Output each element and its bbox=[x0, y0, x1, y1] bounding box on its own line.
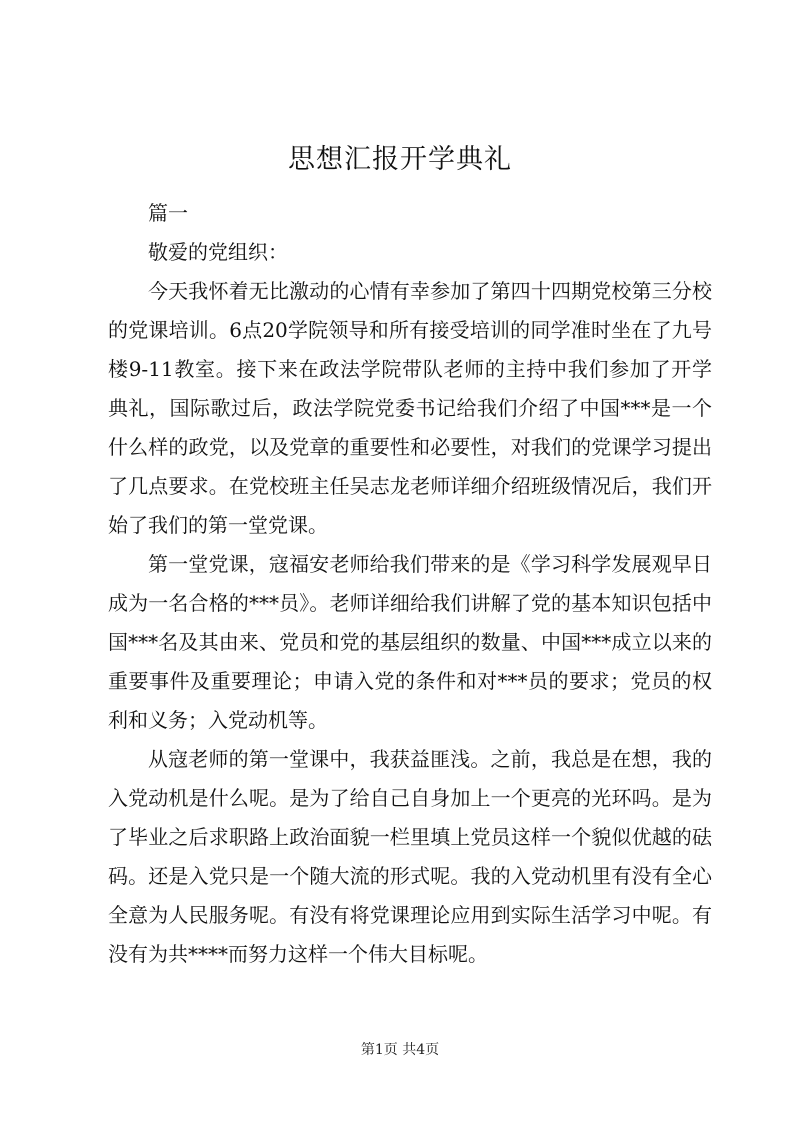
salutation: 敬爱的党组织： bbox=[148, 240, 288, 264]
section-label: 篇一 bbox=[148, 201, 188, 225]
paragraph: 第一堂党课，寇福安老师给我们带来的是《学习科学发展观早日成为一名合格的***员》。老师详细给我们讲解了党的基本知识包括中国***名及其由来、党员和党的基层组织的数量、中国***成立以来的重要事件及重要理论；申请入党的条件和对***员的要求；党员的权利和义务；入党动机等。 bbox=[108, 552, 712, 732]
page-number-footer: 第1页 共4页 bbox=[360, 1042, 440, 1058]
paragraph: 从寇老师的第一堂课中，我获益匪浅。之前，我总是在想，我的入党动机是什么呢。是为了给自己自身加上一个更亮的光环吗。是为了毕业之后求职路上政治面貌一栏里填上党员这样一个貌似优越的砝码。还是入党只是一个随大流的形式呢。我的入党动机里有没有全心全意为人民服务呢。有没有将党课理论应用到实际生活学习中呢。有没有为共****而努力这样一个伟大目标呢。 bbox=[108, 747, 712, 966]
document-title: 思想汇报开学典礼 bbox=[288, 144, 512, 175]
paragraph: 今天我怀着无比激动的心情有幸参加了第四十四期党校第三分校的党课培训。6点20学院领导和所有接受培训的同学准时坐在了九号楼9-11教室。接下来在政法学院带队老师的主持中我们参加了开学典礼，国际歌过后，政法学院党委书记给我们介绍了中国***是一个什么样的政党，以及党章的重要性和必要性，对我们的党课学习提出了几点要求。在党校班主任吴志龙老师详细介绍班级情况后，我们开始了我们的第一堂党课。 bbox=[108, 279, 712, 537]
document-body bbox=[108, 194, 712, 974]
